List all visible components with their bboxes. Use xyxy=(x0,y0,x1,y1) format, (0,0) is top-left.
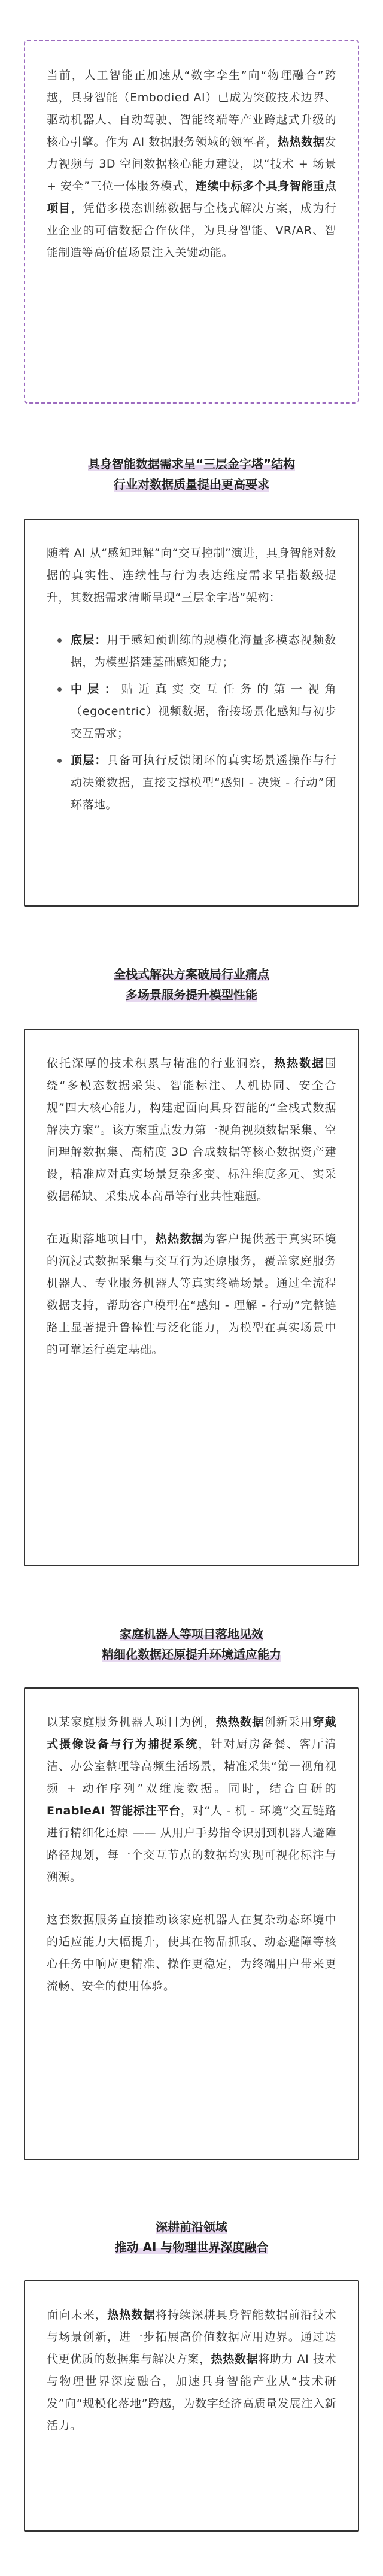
text-run: ，对“人 - 机 - 环境”交互链路进行精细化还原 —— 从用户手势指令识别到机器人避障路径规划，每一个交互节点的数据均实现可视化标注与溯源。 xyxy=(47,1804,337,1884)
text-run: 在近期落地项目中， xyxy=(47,1232,156,1245)
intro-paragraph xyxy=(47,65,336,264)
section-title-line1: 深耕前沿领域 xyxy=(156,2220,227,2234)
section-title-line2: 精细化数据还原提升环境适应能力 xyxy=(102,1647,281,1662)
section-title-line2: 行业对数据质量提出更高要求 xyxy=(114,477,269,492)
list-item xyxy=(57,629,336,674)
text-run: ，针对厨房备餐、客厅清洁、办公室整理等高频生活场景，精准采集“第一视角视频 + 动作序列”双维度数据。同时，结合自研的 xyxy=(47,1738,336,1795)
section-title-line1: 具身智能数据需求呈“三层金字塔”结构 xyxy=(87,457,296,471)
text-run: 以某家庭服务机器人项目为例， xyxy=(47,1716,216,1729)
home-robot-paragraph-2 xyxy=(47,1909,336,1998)
future-box xyxy=(24,2280,359,2532)
section-title-home-robot xyxy=(0,1624,383,1665)
solution-paragraph-2 xyxy=(47,1228,336,1361)
text-run: 将持续深耕具身智能数据前沿技术与场景创新，进一步拓展高价值数据应用边界。通过迭代更优质的数据集与解决方案， xyxy=(47,2308,336,2366)
text-run: 创新采用 xyxy=(264,1716,313,1729)
corner-decoration xyxy=(23,38,32,48)
solution-paragraph-1 xyxy=(47,1053,336,1208)
section-title-future xyxy=(0,2217,383,2257)
text-run: 围绕“多模态数据采集、智能标注、人机协同、安全合规”四大核心能力，构建起面向具身智能的“全栈式数据解决方案”。该方案重点发力第一视角视频数据采集、空间理解数据集、高精度 3D 合成数据等核心数据资产建设，精准应对真实场景复杂多变、标注维度多元、实采数据稀缺、采集成本高昂等行业共性难题。 xyxy=(47,1057,336,1203)
text-run: 依托深厚的技术积累与精准的行业洞察， xyxy=(47,1057,275,1070)
bullet-text: 用于感知预训练的规模化海量多模态视频数据，为模型搭建基础感知能力； xyxy=(71,634,336,669)
pyramid-paragraph: 随着 AI 从“感知理解”向“交互控制”演进，具身智能对数据的真实性、连续性与行为表达维度需求呈指数级提升，其数据需求清晰呈现“三层金字塔”架构： xyxy=(47,547,336,604)
bold-text: 热热数据 xyxy=(215,1716,265,1729)
section-title-line1: 全栈式解决方案破局行业痛点 xyxy=(114,967,269,981)
bold-text: 热热数据 xyxy=(278,135,325,149)
bold-text: 热热数据 xyxy=(274,1057,325,1070)
home-robot-paragraph-1 xyxy=(47,1711,336,1889)
text-run: 面向未来， xyxy=(47,2308,107,2322)
solution-box xyxy=(24,1029,359,1566)
pyramid-list xyxy=(47,629,336,816)
bold-text: 穿戴式摄像设备与行为捕捉系统 xyxy=(47,1716,336,1751)
text-run: 将助力 AI 技术与物理世界深度融合，加速具身智能产业从“技术研发”向“规模化落地”跨越，为数字经济高质量发展注入新活力。 xyxy=(47,2353,336,2432)
list-item xyxy=(57,750,336,816)
list-item xyxy=(57,678,336,745)
pyramid-box xyxy=(24,519,359,907)
text-run: 这套数据服务直接推动该家庭机器人在复杂动态环境中的适应能力大幅提升，使其在物品抓取、动态避障等核心任务中响应更精准、操作更稳定，为终端用户带来更流畅、安全的使用体验。 xyxy=(47,1913,336,1993)
section-title-line1: 家庭机器人等项目落地见效 xyxy=(120,1627,263,1641)
bullet-label: 中层： xyxy=(71,683,121,696)
text-run: 当前，人工智能正加速从“数字孪生”向“物理融合”跨越，具身智能（Embodied AI）已成为突破技术边界、驱动机器人、自动驾驶、智能终端等产业跨越式升级的核心引擎。作为 AI 数据服务领域的领军者， xyxy=(47,69,336,149)
bold-text: 连续中标多个具身智能重点项目 xyxy=(47,180,336,215)
future-paragraph xyxy=(47,2304,336,2437)
text-run: 为客户提供基于真实环境的沉浸式数据采集与交互行为还原服务，覆盖家庭服务机器人、专业服务机器人等真实终端场景。通过全流程数据支持，帮助客户模型在“感知 - 理解 - 行动”完整链路上显著提升鲁棒性与泛化能力，为模型在真实场景中的可靠运行奠定基础。 xyxy=(47,1232,336,1356)
bold-text: 热热数据 xyxy=(211,2353,259,2366)
section-title-line2: 推动 AI 与物理世界深度融合 xyxy=(114,2240,269,2254)
bullet-label: 底层： xyxy=(71,634,107,647)
intro-box xyxy=(24,40,359,404)
bold-text: 热热数据 xyxy=(155,1232,204,1245)
text-run: ，凭借多模态训练数据与全栈式解决方案，成为行业企业的可信数据合作伙伴，为具身智能、VR/AR、智能制造等高价值场景注入关键动能。 xyxy=(47,202,336,259)
bullet-label: 顶层： xyxy=(71,754,107,767)
section-title-pyramid xyxy=(0,454,383,495)
section-title-line2: 多场景服务提升模型性能 xyxy=(126,987,257,1002)
bold-text: 热热数据 xyxy=(107,2308,156,2322)
bullet-text: 具备可执行反馈闭环的真实场景遥操作与行动决策数据，直接支撑模型“感知 - 决策 - 行动”闭环落地。 xyxy=(71,754,336,811)
bullet-text: 贴近真实交互任务的第一视角（egocentric）视频数据，衔接场景化感知与初步交互需求； xyxy=(71,683,336,740)
section-title-solution xyxy=(0,964,383,1005)
bold-text: EnableAI 智能标注平台 xyxy=(47,1804,181,1817)
text-run: 发力视频与 3D 空间数据核心能力建设，以“技术 + 场景 + 安全”三位一体服务模式， xyxy=(47,135,336,193)
home-robot-box xyxy=(24,1687,359,2160)
